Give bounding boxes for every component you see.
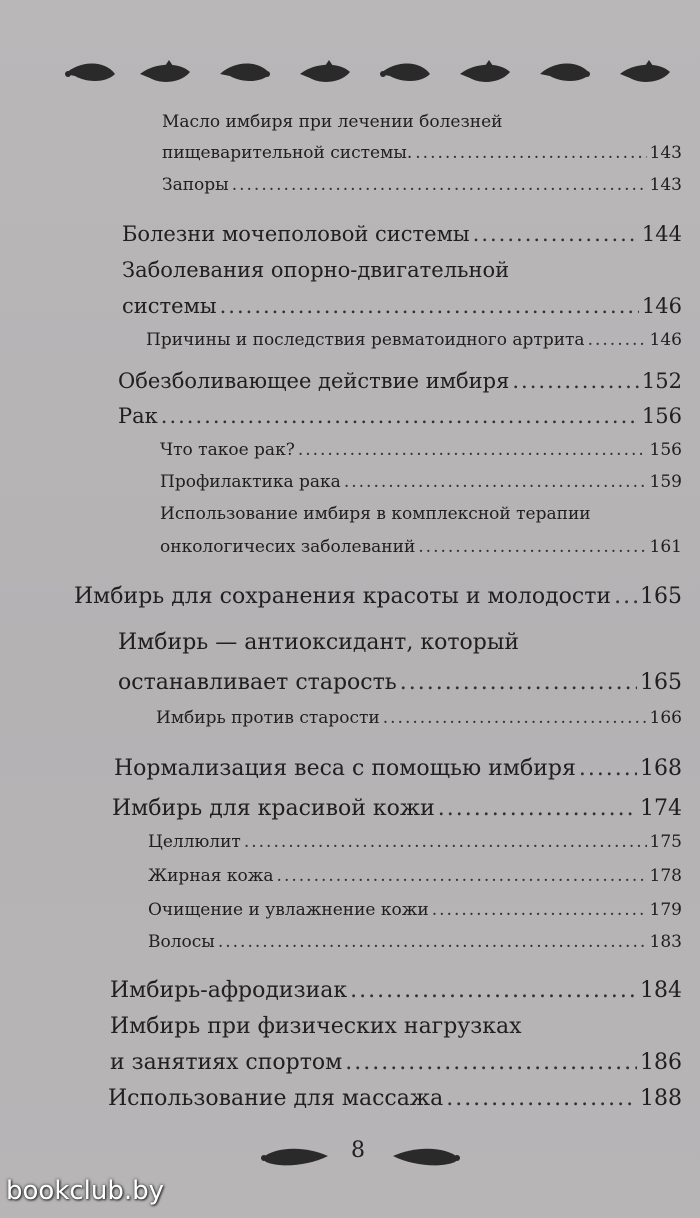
toc-page-number: 156 <box>641 404 682 428</box>
toc-entry-text: Очищение и увлажнение кожи <box>148 900 429 920</box>
leader-dots <box>345 1050 637 1075</box>
toc-entry-text: Что такое рак? <box>160 440 295 460</box>
toc-entry <box>112 796 682 821</box>
toc-entry <box>108 1086 682 1111</box>
toc-page-number: 143 <box>649 143 682 163</box>
toc-page-number: 183 <box>649 932 682 952</box>
toc-entry-text: Имбирь для красивой кожи <box>112 796 435 821</box>
toc-entry-text: Имбирь для сохранения красоты и молодости <box>74 584 612 609</box>
toc-entry <box>118 670 682 695</box>
toc-page-number: 146 <box>649 330 682 350</box>
leader-dots <box>344 472 647 492</box>
toc-entry-text: и занятиях спортом <box>110 1050 343 1075</box>
watermark: bookclub.by <box>6 1176 165 1206</box>
toc-page-number: 179 <box>649 900 682 920</box>
toc-page-number: 144 <box>641 222 682 246</box>
toc-entry <box>160 472 682 492</box>
toc-entry <box>160 440 682 460</box>
leader-dots <box>579 756 637 781</box>
leader-dots <box>415 143 646 163</box>
toc-entry <box>146 330 682 350</box>
toc-page-number: 174 <box>640 796 682 821</box>
leader-dots <box>218 932 647 952</box>
toc-entry <box>118 369 682 393</box>
leader-dots <box>512 369 639 393</box>
toc-entry-text: Имбирь-афродизиак <box>110 978 348 1003</box>
toc-page-number: 188 <box>640 1086 682 1111</box>
toc-part-heading <box>74 584 682 609</box>
toc-page-number: 184 <box>640 978 682 1003</box>
leader-dots <box>232 175 647 195</box>
toc-entry <box>110 1050 682 1075</box>
leader-dots <box>383 708 647 728</box>
toc-entry <box>110 978 682 1003</box>
leader-dots <box>446 1086 637 1111</box>
toc-entry-text: Нормализация веса с помощью имбиря <box>114 756 576 781</box>
toc-entry-text: Имбирь при физических нагрузках <box>110 1014 522 1039</box>
leader-dots <box>588 330 647 350</box>
toc-page-number: 143 <box>649 175 682 195</box>
toc-page-number: 165 <box>640 584 682 609</box>
toc-entry-text: Профилактика рака <box>160 472 341 492</box>
toc-entry-text: Жирная кожа <box>148 866 274 886</box>
toc-entry-text: Обезболивающее действие имбиря <box>118 369 510 393</box>
leader-dots <box>298 440 647 460</box>
toc-page-number: 165 <box>640 670 682 695</box>
toc-entry-text: Имбирь — антиоксидант, который <box>118 630 519 655</box>
toc-entry <box>148 900 682 920</box>
toc-page-number: 152 <box>641 369 682 393</box>
toc-entry-text: Целлюлит <box>148 832 241 852</box>
leader-dots <box>432 900 647 920</box>
toc-page-number: 178 <box>649 866 682 886</box>
toc-entry-text: Запоры <box>162 175 229 195</box>
toc-page-number: 168 <box>640 756 682 781</box>
toc-entry-text: Имбирь против старости <box>156 708 380 728</box>
toc-entry <box>162 143 682 163</box>
toc-page-number: 161 <box>649 537 682 557</box>
toc-entry <box>114 756 682 781</box>
toc-page-number: 175 <box>649 832 682 852</box>
toc-entry <box>160 537 682 557</box>
toc-page-number: 166 <box>649 708 682 728</box>
toc-entry-text: онкологичесих заболеваний <box>160 537 416 557</box>
toc-entry-text: Использование имбиря в комплексной терапии <box>160 504 591 524</box>
leader-dots <box>473 222 639 246</box>
toc-entry-text: Причины и последствия ревматоидного артрита <box>146 330 585 350</box>
leader-dots <box>400 670 637 695</box>
leader-dots <box>220 294 639 318</box>
toc-entry-text: останавливает старость <box>118 670 397 695</box>
toc-entry-text: пищеварительной системы. <box>162 143 413 163</box>
toc-entry-text: Масло имбиря при лечении болезней <box>162 112 503 132</box>
leader-dots <box>277 866 647 886</box>
toc-entry-text: Использование для массажа <box>108 1086 444 1111</box>
leader-dots <box>244 832 647 852</box>
leader-dots <box>350 978 637 1003</box>
toc-entry <box>162 175 682 195</box>
toc-page-number: 146 <box>641 294 682 318</box>
toc-page-number: 186 <box>640 1050 682 1075</box>
toc-entry-text: Волосы <box>148 932 215 952</box>
leader-dots <box>438 796 637 821</box>
leader-dots <box>614 584 637 609</box>
toc-entry <box>122 222 682 246</box>
toc-entry-text: Болезни мочеполовой системы <box>122 222 470 246</box>
leader-dots <box>418 537 646 557</box>
toc-page-number: 156 <box>649 440 682 460</box>
toc-entry <box>148 832 682 852</box>
toc-entry <box>118 404 682 428</box>
toc-entry-text: Заболевания опорно-двигательной <box>122 258 510 282</box>
toc-entry <box>148 932 682 952</box>
page-number: 8 <box>351 1138 365 1163</box>
leader-dots <box>161 404 639 428</box>
toc-entry <box>156 708 682 728</box>
toc-entry-text: Рак <box>118 404 158 428</box>
toc-entry-text: системы <box>122 294 217 318</box>
toc-entry <box>148 866 682 886</box>
toc-entry <box>122 294 682 318</box>
toc-page-number: 159 <box>649 472 682 492</box>
